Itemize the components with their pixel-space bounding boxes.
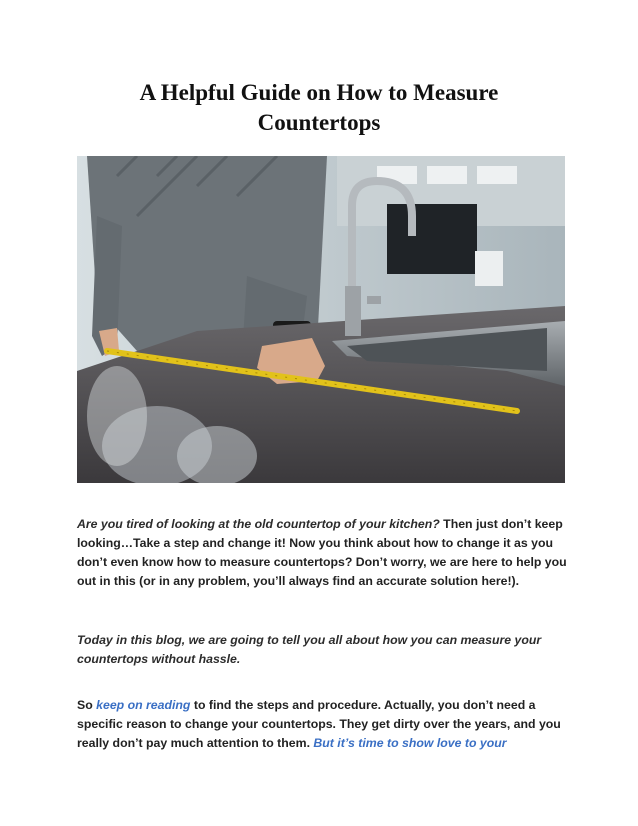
- title-line-2: Countertops: [257, 110, 381, 135]
- keep-on-reading-link[interactable]: keep on reading: [96, 698, 191, 712]
- intro-question: Are you tired of looking at the old countertop of your kitchen?: [77, 517, 440, 531]
- reading-middle: to find the steps and procedure. Actually, you don’t need a specific reason to change your countertops. They get dirty over the years, and you really don’t pay much attention to them.: [77, 698, 561, 750]
- reading-paragraph: [77, 696, 567, 753]
- intro-body: Then just don’t keep looking…Take a step and change it! Now you think about how to change it as you don’t even know how to measure countertops? Don’t worry, we are here to help you out in this (or in any problem, you’ll always find an accurate solution here!).: [77, 517, 567, 588]
- show-love-link[interactable]: But it’s time to show love to your: [313, 736, 507, 750]
- kitchen-countertop-photo: [77, 156, 565, 483]
- intro-paragraph: [77, 515, 567, 591]
- reading-before: So: [77, 698, 97, 712]
- blog-summary-paragraph: Today in this blog, we are going to tell you all about how you can measure your countertops without hassle.: [77, 633, 542, 666]
- page-title: [0, 78, 638, 138]
- title-line-1: A Helpful Guide on How to Measure: [139, 80, 499, 105]
